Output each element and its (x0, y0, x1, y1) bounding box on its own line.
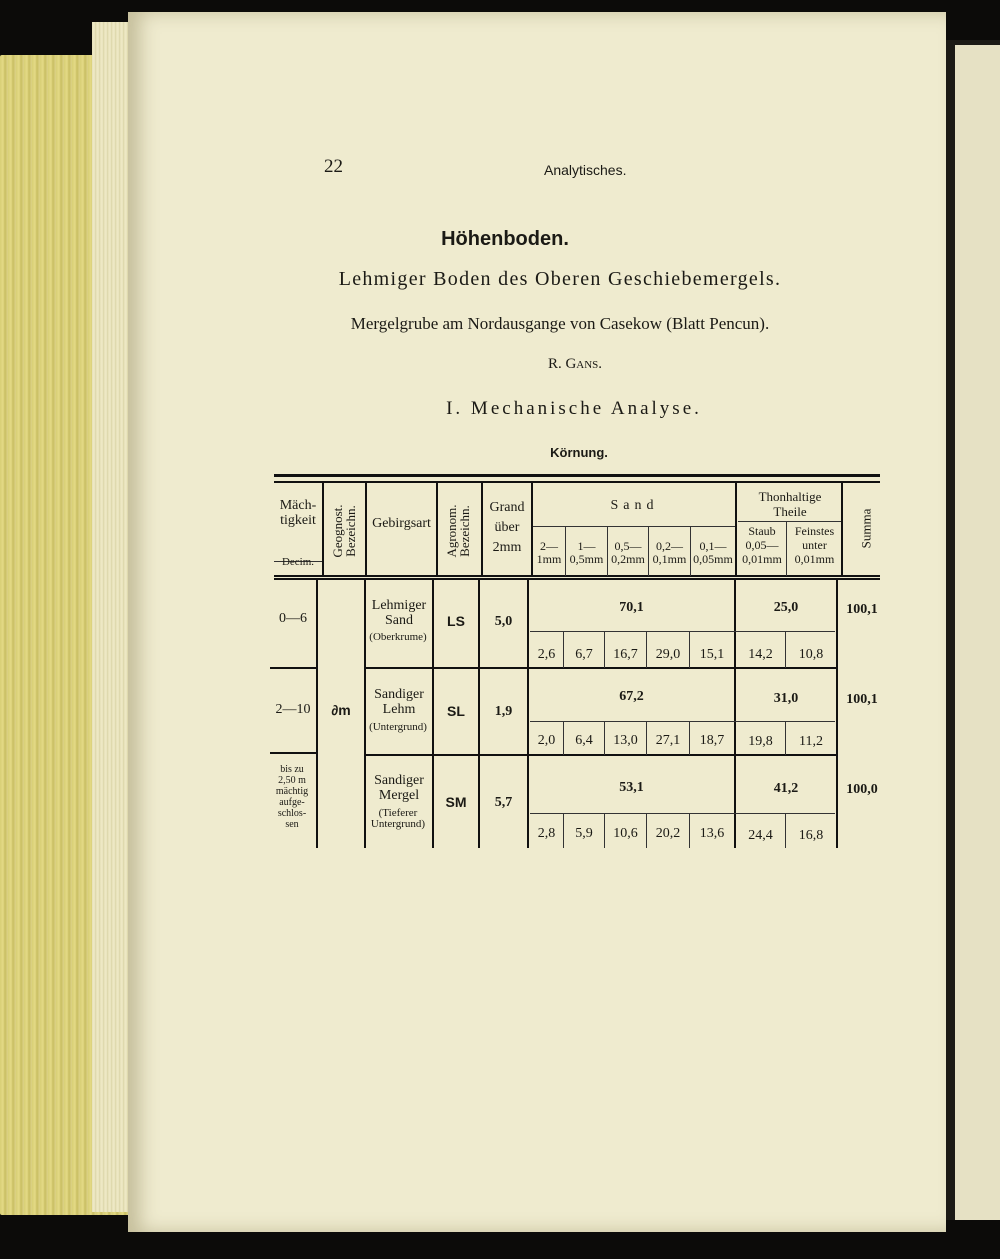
row1-sub-rule (530, 631, 835, 632)
location-line: Mergelgrube am Nordausgange von Casekow (Blatt Pencun). (350, 314, 770, 333)
row1-maechtigkeit: 0—6 (279, 611, 307, 626)
row2-gebirgsart-note: (Untergrund) (369, 721, 427, 733)
row1-agronom: LS (447, 613, 465, 629)
row2-maechtigkeit: 2—10 (275, 702, 311, 717)
header-thonhaltige: Thonhaltige Theile (758, 489, 822, 519)
row1-sand-total: 70,1 (619, 600, 644, 615)
header-sand-5: 0,1— 0,05mm (693, 539, 733, 566)
row3-summa: 100,0 (846, 782, 878, 797)
row1-feinstes: 10,8 (798, 647, 824, 662)
row1-gebirgsart: Lehmiger Sand (371, 598, 427, 628)
row1-gebirgsart-note: (Oberkrume) (369, 631, 427, 643)
row3-agronom: SM (445, 794, 467, 810)
vline-1 (322, 483, 324, 577)
page-title: Höhenboden. (441, 228, 569, 250)
running-head: Analytisches. (544, 162, 627, 178)
body-vline-6 (734, 580, 736, 848)
row3-sand-1: 2,8 (537, 826, 556, 841)
row3-grand: 5,7 (494, 795, 513, 810)
row3-gebirgsart-note: (Tieferer Untergrund) (370, 807, 426, 830)
table-top-rule (274, 474, 880, 477)
page-number: 22 (324, 156, 343, 177)
row3-sub-rule (530, 813, 835, 814)
row1-sand-3: 16,7 (613, 647, 638, 662)
row2-grand: 1,9 (494, 704, 513, 719)
row3-sand-4: 20,2 (655, 826, 681, 841)
row3-sand-5: 13,6 (699, 826, 725, 841)
row-sep-2b (364, 754, 836, 756)
author-line: R. Gans. (547, 356, 603, 372)
header-geognost: Geognost. Bezeichn. (330, 504, 358, 558)
row1-sand-1: 2,6 (537, 647, 556, 662)
row3-maechtigkeit: bis zu 2,50 m mächtig aufge- schlos- sen (275, 764, 309, 830)
row2-sand-4: 27,1 (655, 733, 681, 748)
row3-feinstes: 16,8 (798, 828, 824, 843)
header-summa: Summa (858, 508, 874, 549)
row1-sand-2: 6,7 (575, 647, 593, 662)
vline-3 (436, 483, 438, 577)
section-heading: I. Mechanische Analyse. (446, 398, 702, 419)
header-agronom: Agronom. Bezeichn. (444, 504, 472, 558)
row2-sand-total: 67,2 (619, 689, 644, 704)
row-sep-2a (270, 752, 316, 754)
row2-sub-rule (530, 721, 835, 722)
row3-sand-total: 53,1 (619, 780, 644, 795)
row2-staub: 19,8 (748, 734, 773, 749)
header-sand-4: 0,2— 0,1mm (652, 539, 687, 566)
table-caption: Körnung. (550, 445, 608, 460)
geognost-value: ∂m (331, 702, 351, 718)
row1-sand-5: 15,1 (699, 647, 725, 662)
row1-summa: 100,1 (846, 602, 878, 617)
row2-thon-total: 31,0 (773, 691, 799, 706)
row-sep-1b (364, 667, 836, 669)
row2-sand-5: 18,7 (699, 733, 725, 748)
row2-sand-1: 2,0 (537, 733, 556, 748)
header-feinstes: Feinstes unter 0,01mm (794, 524, 835, 566)
row-sep-1a (270, 667, 316, 669)
row3-sand-2: 5,9 (575, 826, 593, 841)
row3-staub: 24,4 (748, 828, 773, 843)
header-sand: Sand (610, 498, 659, 513)
book-page-edges-inner (92, 22, 132, 1212)
row2-summa: 100,1 (846, 692, 878, 707)
body-vline-7 (836, 580, 838, 848)
header-sand-2: 1— 0,5mm (569, 539, 604, 566)
sand-sub-rule (533, 526, 736, 527)
row2-sand-3: 13,0 (613, 733, 638, 748)
row2-feinstes: 11,2 (799, 734, 823, 749)
row3-thon-total: 41,2 (773, 781, 799, 796)
book-page (128, 12, 946, 1232)
row3-gebirgsart: Sandiger Mergel (374, 773, 424, 803)
thon-sub-rule (738, 521, 842, 522)
row3-sand-3: 10,6 (613, 826, 638, 841)
header-sand-1: 2— 1mm (536, 539, 562, 566)
header-decim: Decim. (281, 556, 315, 568)
book-right-page (955, 45, 1000, 1220)
page-subtitle: Lehmiger Boden des Oberen Geschiebemergels. (338, 268, 782, 290)
header-sand-3: 0,5— 0,2mm (611, 539, 645, 566)
row2-sand-2: 6,4 (575, 733, 593, 748)
row2-agronom: SL (447, 703, 465, 719)
row1-grand: 5,0 (494, 614, 513, 629)
header-gebirgsart: Gebirgsart (372, 516, 431, 531)
header-grand: Grand über 2mm (489, 500, 525, 555)
row1-sand-4: 29,0 (655, 647, 681, 662)
row1-thon-total: 25,0 (773, 600, 799, 615)
body-vline-5 (527, 580, 529, 848)
row2-gebirgsart: Sandiger Lehm (374, 687, 424, 717)
header-maechtigkeit: Mäch- tigkeit (279, 498, 317, 528)
row1-staub: 14,2 (748, 647, 773, 662)
header-staub: Staub 0,05— 0,01mm (742, 524, 782, 566)
